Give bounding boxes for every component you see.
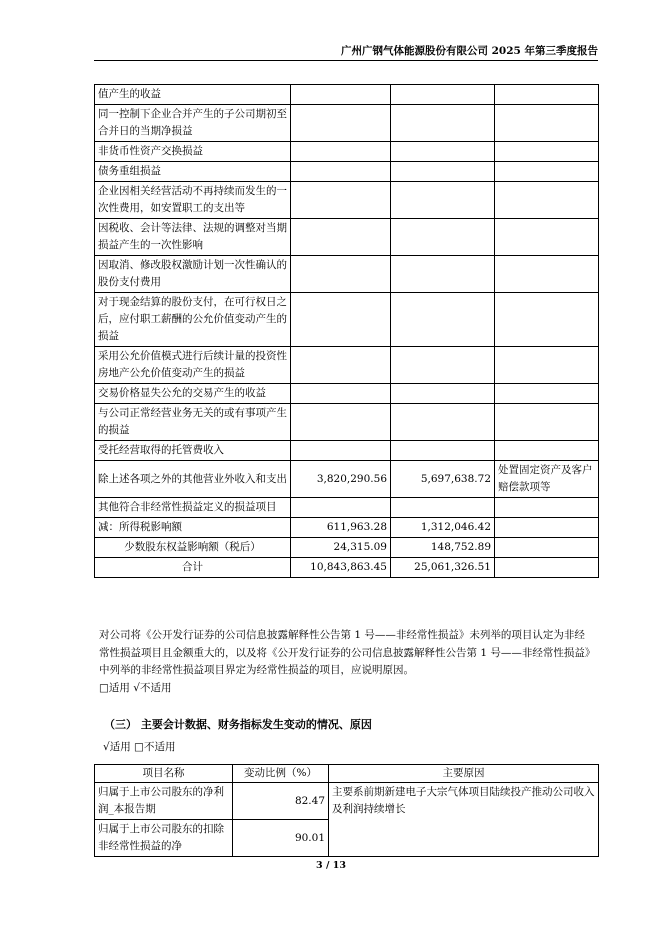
row-current-period <box>291 219 391 256</box>
row-note <box>495 384 599 404</box>
header-rule <box>94 60 598 61</box>
table-row <box>95 293 599 347</box>
explanation-text: 对公司将《公开发行证券的公司信息披露解释性公告第 1 号——非经常性损益》未列举的项目认定为非经常性损益项目且金额重大的，以及将《公开发行证券的公司信息披露解释性公告第 1 号——非经常性损益》中列举的非经常性损益项目界定为经常性损益的项目，应说明原因。 <box>99 629 591 676</box>
row-note <box>495 498 599 518</box>
table-row <box>95 384 599 404</box>
table-header-row <box>95 765 599 783</box>
row-item: 除上述各项之外的其他营业外收入和支出 <box>95 461 291 498</box>
row-name: 归属于上市公司股东的扣除非经常性损益的净 <box>95 820 233 857</box>
table-row <box>95 85 599 105</box>
row-item: 因取消、修改股权激励计划一次性确认的股份支付费用 <box>95 256 291 293</box>
table-row <box>95 347 599 384</box>
header-change-ratio: 变动比例（%） <box>233 765 329 783</box>
non-recurring-gains-table <box>94 84 599 578</box>
row-reason: 主要系前期新建电子大宗气体项目陆续投产推动公司收入及利润持续增长 <box>329 783 599 857</box>
row-year-to-date <box>391 182 495 219</box>
row-current-period <box>291 293 391 347</box>
table-row <box>95 441 599 461</box>
row-current-period <box>291 85 391 105</box>
row-year-to-date <box>391 293 495 347</box>
table-row <box>95 558 599 578</box>
row-year-to-date <box>391 384 495 404</box>
row-item: 减：所得税影响额 <box>95 518 291 538</box>
row-item: 企业因相关经营活动不再持续而发生的一次性费用，如安置职工的支出等 <box>95 182 291 219</box>
row-note <box>495 558 599 578</box>
row-ratio: 90.01 <box>233 820 329 857</box>
table-row <box>95 498 599 518</box>
section-title: （三） 主要会计数据、财务指标发生变动的情况、原因 <box>104 718 372 731</box>
header-item-name: 项目名称 <box>95 765 233 783</box>
row-item: 非货币性资产交换损益 <box>95 142 291 162</box>
row-year-to-date <box>391 142 495 162</box>
table-row <box>95 518 599 538</box>
row-current-period: 24,315.09 <box>291 538 391 558</box>
row-year-to-date <box>391 162 495 182</box>
row-year-to-date: 1,312,046.42 <box>391 518 495 538</box>
row-current-period <box>291 142 391 162</box>
table-row <box>95 461 599 498</box>
table-row <box>95 404 599 441</box>
row-note <box>495 142 599 162</box>
row-item: 合计 <box>95 558 291 578</box>
row-year-to-date <box>391 347 495 384</box>
row-item: 值产生的收益 <box>95 85 291 105</box>
row-note <box>495 105 599 142</box>
row-year-to-date: 148,752.89 <box>391 538 495 558</box>
row-note <box>495 162 599 182</box>
row-year-to-date <box>391 441 495 461</box>
row-note <box>495 256 599 293</box>
row-item: 采用公允价值模式进行后续计量的投资性房地产公允价值变动产生的损益 <box>95 347 291 384</box>
table-row <box>95 538 599 558</box>
row-year-to-date <box>391 105 495 142</box>
row-year-to-date <box>391 219 495 256</box>
row-current-period <box>291 182 391 219</box>
row-note <box>495 219 599 256</box>
row-item: 其他符合非经常性损益定义的损益项目 <box>95 498 291 518</box>
section-applicability-checkbox: √适用 □不适用 <box>103 741 176 753</box>
row-ratio: 82.47 <box>233 783 329 820</box>
header-main-reason: 主要原因 <box>329 765 599 783</box>
row-year-to-date <box>391 404 495 441</box>
row-current-period <box>291 404 391 441</box>
row-item: 因税收、会计等法律、法规的调整对当期损益产生的一次性影响 <box>95 219 291 256</box>
row-current-period <box>291 498 391 518</box>
row-current-period: 3,820,290.56 <box>291 461 391 498</box>
row-item: 同一控制下企业合并产生的子公司期初至合并日的当期净损益 <box>95 105 291 142</box>
row-note <box>495 85 599 105</box>
row-note <box>495 518 599 538</box>
row-item: 交易价格显失公允的交易产生的收益 <box>95 384 291 404</box>
row-current-period <box>291 347 391 384</box>
table-row <box>95 783 599 820</box>
row-current-period <box>291 105 391 142</box>
row-item: 受托经营取得的托管费收入 <box>95 441 291 461</box>
table-row <box>95 142 599 162</box>
table-row <box>95 162 599 182</box>
row-item: 少数股东权益影响额（税后） <box>95 538 291 558</box>
row-year-to-date <box>391 256 495 293</box>
row-current-period: 10,843,863.45 <box>291 558 391 578</box>
row-current-period: 611,963.28 <box>291 518 391 538</box>
row-current-period <box>291 384 391 404</box>
row-year-to-date <box>391 85 495 105</box>
row-item: 债务重组损益 <box>95 162 291 182</box>
row-year-to-date <box>391 498 495 518</box>
page-number: 3 / 13 <box>316 860 346 871</box>
row-note <box>495 347 599 384</box>
row-note <box>495 441 599 461</box>
row-note <box>495 404 599 441</box>
change-reasons-table <box>94 764 599 857</box>
row-note: 处置固定资产及客户赔偿款项等 <box>495 461 599 498</box>
table-row <box>95 219 599 256</box>
row-name: 归属于上市公司股东的净利润_本报告期 <box>95 783 233 820</box>
explanation-paragraph <box>99 627 594 697</box>
page-header: 广州广钢气体能源股份有限公司 2025 年第三季度报告 <box>340 45 598 57</box>
row-note <box>495 182 599 219</box>
row-year-to-date: 5,697,638.72 <box>391 461 495 498</box>
row-item: 与公司正常经营业务无关的或有事项产生的损益 <box>95 404 291 441</box>
row-note <box>495 293 599 347</box>
row-current-period <box>291 256 391 293</box>
row-current-period <box>291 162 391 182</box>
table-row <box>95 105 599 142</box>
table-row <box>95 182 599 219</box>
applicability-checkbox: □适用 √不适用 <box>99 681 172 694</box>
row-year-to-date: 25,061,326.51 <box>391 558 495 578</box>
table-row <box>95 256 599 293</box>
row-current-period <box>291 441 391 461</box>
row-note <box>495 538 599 558</box>
row-item: 对于现金结算的股份支付，在可行权日之后，应付职工薪酬的公允价值变动产生的损益 <box>95 293 291 347</box>
